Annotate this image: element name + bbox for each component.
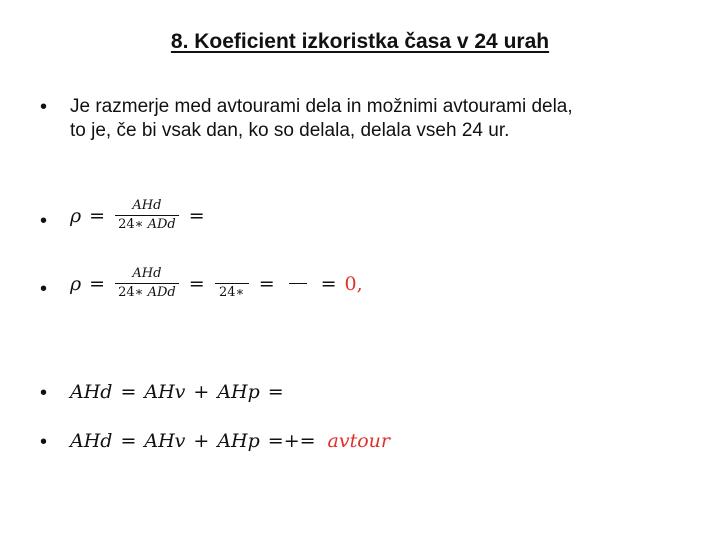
equals-sign: =	[120, 381, 137, 403]
result-value: 0,	[344, 272, 363, 295]
bullet-marker: •	[40, 210, 48, 232]
equals-sign: =	[188, 204, 205, 227]
fraction	[115, 266, 179, 301]
empty-fraction-bar	[289, 283, 307, 284]
unit-label: avtour	[327, 430, 391, 452]
ahd-term: AHd	[70, 381, 113, 403]
equals-sign: =	[267, 381, 284, 403]
equals-sign: =	[320, 272, 337, 295]
equals-sign: =	[89, 204, 106, 227]
denominator-variable: ADd	[147, 285, 176, 300]
denominator-number: 24	[118, 285, 135, 300]
plus-sign: +	[193, 381, 210, 403]
operators: =+=	[267, 430, 316, 452]
equals-sign: =	[89, 272, 106, 295]
multiply-star: ∗	[134, 285, 144, 300]
definition-line-2: to je, če bi vsak dan, ko so delala, delala vseh 24 ur.	[70, 120, 510, 141]
fraction-numerator: AHd	[132, 198, 162, 213]
ahv-term: AHv	[144, 381, 186, 403]
equals-sign: =	[258, 272, 275, 295]
ahp-term: AHp	[217, 430, 260, 452]
fraction-denominator: 24∗	[218, 285, 245, 300]
fraction-denominator	[115, 217, 179, 233]
ahd-term: AHd	[70, 430, 113, 452]
fraction-bar	[115, 215, 179, 216]
plus-sign: +	[193, 430, 210, 452]
empty-numerator	[215, 266, 249, 282]
equals-sign: =	[120, 430, 137, 452]
fraction-bar	[115, 283, 179, 284]
rho-symbol: ρ	[70, 272, 82, 295]
fraction	[115, 198, 179, 233]
formula-rho-definition	[70, 198, 690, 233]
fraction-numerator: AHd	[132, 266, 162, 281]
denominator-variable: ADd	[147, 217, 176, 232]
bullet-marker: •	[40, 382, 48, 404]
bullet-marker: •	[40, 278, 48, 300]
formula-rho-evaluation	[70, 266, 690, 301]
formula-ahd-units	[70, 429, 690, 453]
denominator-number: 24	[118, 217, 135, 232]
definition-paragraph	[70, 95, 690, 143]
bullet-marker: •	[40, 431, 48, 453]
slide-title: 8. Koeficient izkoristka časa v 24 urah	[170, 30, 550, 53]
multiply-star: ∗	[134, 217, 144, 232]
formula-ahd-sum	[70, 380, 690, 404]
ahv-term: AHv	[144, 430, 186, 452]
equals-sign: =	[188, 272, 205, 295]
fraction-denominator	[115, 285, 179, 301]
empty-fraction	[215, 266, 249, 301]
rho-symbol: ρ	[70, 204, 82, 227]
fraction-bar	[215, 283, 249, 284]
definition-line-1: Je razmerje med avtourami dela in možnimi avtourami dela,	[70, 96, 573, 117]
ahp-term: AHp	[217, 381, 260, 403]
bullet-marker: •	[40, 96, 48, 118]
